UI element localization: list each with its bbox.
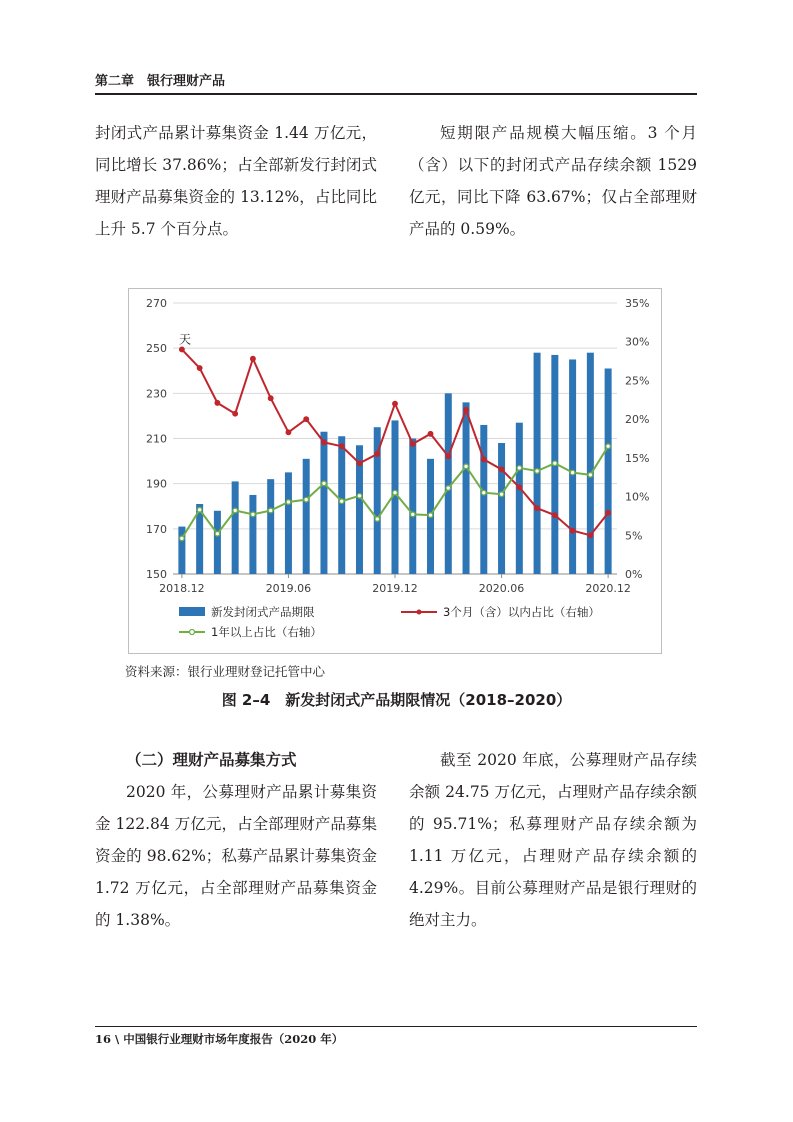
y-right-tick-label: 15%: [625, 451, 650, 465]
point-1y-share: [197, 507, 202, 512]
point-3m-share: [428, 432, 433, 437]
point-3m-share: [304, 417, 309, 422]
bar: [285, 472, 292, 574]
bottom-right-text: 截至 2020 年底，公募理财产品存续余额 24.75 万亿元，占理财产品存续余额的 95.71%；私募理财产品存续余额为 1.11 万亿元，占理财产品存续余额的 4.29%。目前公募理财产品是银行理财的绝对主力。: [409, 751, 697, 929]
y-right-tick-label: 25%: [625, 374, 650, 388]
point-1y-share: [553, 461, 558, 466]
point-1y-share: [180, 536, 185, 541]
top-right-text: 短期限产品规模大幅压缩。3 个月（含）以下的封闭式产品存续余额 1529 亿元，同比下降 63.67%；仅占全部理财产品的 0.59%。: [409, 124, 697, 238]
x-tick-label: 2018.12: [159, 582, 205, 595]
term-chart: [129, 289, 661, 653]
unit-label: 天: [179, 332, 192, 347]
point-3m-share: [606, 511, 611, 516]
point-3m-share: [393, 401, 398, 406]
point-1y-share: [322, 481, 327, 486]
bar: [320, 432, 327, 574]
point-1y-share: [304, 497, 309, 502]
y-left-tick-label: 230: [146, 387, 167, 401]
x-tick-label: 2019.12: [372, 582, 418, 595]
point-3m-share: [251, 356, 256, 361]
point-3m-share: [553, 513, 558, 518]
bar: [267, 479, 274, 574]
point-1y-share: [517, 466, 522, 471]
point-1y-share: [251, 512, 256, 517]
header-rule: [95, 93, 697, 95]
y-left-tick-label: 250: [146, 342, 167, 356]
top-right-paragraph: [409, 117, 697, 245]
point-3m-share: [339, 444, 344, 449]
legend-swatch-bar: [179, 607, 205, 616]
figure-caption: 图 2–4 新发封闭式产品期限情况（2018–2020）: [221, 691, 572, 709]
point-3m-share: [410, 442, 415, 447]
point-3m-share: [446, 454, 451, 459]
point-3m-share: [499, 467, 504, 472]
point-3m-share: [215, 401, 220, 406]
point-1y-share: [428, 513, 433, 518]
point-3m-share: [322, 440, 327, 445]
point-1y-share: [464, 464, 469, 469]
point-3m-share: [517, 485, 522, 490]
bar: [214, 511, 221, 574]
point-1y-share: [606, 444, 611, 449]
bar: [534, 353, 541, 574]
x-tick-label: 2020.12: [585, 582, 631, 595]
y-right-tick-label: 35%: [625, 297, 650, 310]
point-1y-share: [215, 531, 220, 536]
bar: [480, 425, 487, 574]
y-right-tick-label: 30%: [625, 335, 650, 349]
point-1y-share: [446, 486, 451, 491]
point-3m-share: [357, 461, 362, 466]
bar: [569, 359, 576, 574]
point-3m-share: [197, 366, 202, 371]
bar: [516, 423, 523, 574]
point-1y-share: [570, 470, 575, 475]
y-left-tick-label: 150: [146, 568, 167, 581]
top-left-text: 封闭式产品累计募集资金 1.44 万亿元，同比增长 37.86%；占全部新发行封闭式理财产品募集资金的 13.12%，占比同比上升 5.7 个百分点。: [95, 124, 377, 238]
point-1y-share: [268, 508, 273, 513]
point-1y-share: [393, 490, 398, 495]
bottom-left-paragraph: [95, 744, 377, 936]
figure-source: 资料来源：银行业理财登记托管中心: [125, 664, 326, 679]
point-3m-share: [286, 430, 291, 435]
point-1y-share: [339, 499, 344, 504]
chart-frame: [128, 288, 662, 654]
point-1y-share: [375, 517, 380, 522]
bar: [605, 368, 612, 574]
point-3m-share: [233, 411, 238, 416]
point-1y-share: [286, 500, 291, 505]
point-1y-share: [482, 490, 487, 495]
point-3m-share: [588, 533, 593, 538]
point-3m-share: [268, 396, 273, 401]
chapter-header: 第二章 银行理财产品: [95, 74, 226, 89]
point-3m-share: [180, 347, 185, 352]
bar: [303, 459, 310, 574]
point-1y-share: [410, 512, 415, 517]
y-left-tick-label: 190: [146, 477, 167, 491]
point-3m-share: [570, 528, 575, 533]
point-1y-share: [588, 473, 593, 478]
legend-marker-1y: [190, 630, 195, 635]
point-3m-share: [464, 408, 469, 413]
section-title: （二）理财产品募集方式: [126, 750, 297, 769]
x-tick-label: 2020.06: [478, 582, 525, 595]
point-1y-share: [499, 492, 504, 497]
bar: [463, 402, 470, 574]
x-tick-label: 2019.06: [265, 582, 312, 595]
point-1y-share: [535, 469, 540, 474]
legend-label-1y: 1年以上占比（右轴）: [211, 625, 322, 639]
y-left-tick-label: 270: [146, 297, 167, 310]
legend-marker-3m: [417, 610, 422, 615]
point-3m-share: [375, 452, 380, 457]
point-3m-share: [482, 457, 487, 462]
top-left-paragraph: [95, 117, 377, 245]
page-footer: 16 \ 中国银行业理财市场年度报告（2020 年）: [95, 1032, 344, 1046]
bottom-right-paragraph: [409, 744, 697, 936]
bar: [409, 439, 416, 575]
y-right-tick-label: 0%: [625, 568, 643, 581]
footer-rule: [95, 1026, 697, 1027]
y-left-tick-label: 210: [146, 432, 167, 446]
legend-label-3m: 3个月（含）以内占比（右轴）: [443, 605, 600, 619]
bar: [338, 436, 345, 574]
y-right-tick-label: 5%: [625, 529, 643, 543]
bar: [232, 481, 239, 574]
legend-label-bar: 新发封闭式产品期限: [211, 605, 315, 619]
y-right-tick-label: 20%: [625, 413, 650, 427]
point-1y-share: [233, 508, 238, 513]
bar: [498, 443, 505, 574]
bar: [587, 353, 594, 574]
y-left-tick-label: 170: [146, 522, 167, 536]
y-right-tick-label: 10%: [625, 490, 650, 504]
bar: [249, 495, 256, 574]
bottom-left-text: 2020 年，公募理财产品累计募集资金 122.84 万亿元，占全部理财产品募集资金的 98.62%；私募产品累计募集资金 1.72 万亿元，占全部理财产品募集资金的 1.38%。: [95, 783, 377, 929]
point-1y-share: [357, 493, 362, 498]
point-3m-share: [535, 506, 540, 511]
